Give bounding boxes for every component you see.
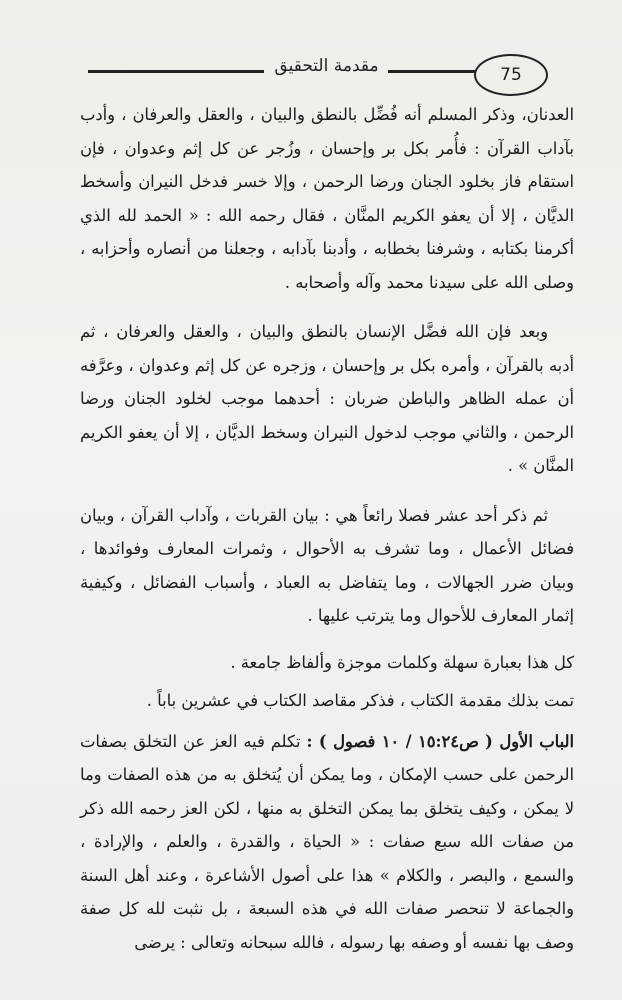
paragraph-3: ثم ذكر أحد عشر فصلا رائعاً هي : بيان القربات ، وآداب القرآن ، وبيان فضائل الأعمال ، وما تشرف به الأحوال ، وثمرات المعارف وفوائدها ، وبيان ضرر الجهالات ، وما يتفاضل به العباد ، وأسباب الفضائل ، وكيفية إثمار المعارف للأحوال وما يترتب عليها .	[80, 505, 574, 625]
running-title: مقدمة التحقيق	[274, 56, 379, 76]
page-number: 75	[474, 54, 548, 96]
paragraph-5: تمت بذلك مقدمة الكتاب ، فذكر مقاصد الكتاب في عشرين باباً .	[146, 690, 574, 710]
header-rule-left	[88, 70, 264, 73]
page-body	[80, 98, 574, 975]
chapter-heading: الباب الأول ( ص١٥:٢٤ / ١٠ فصول ) :	[306, 731, 574, 751]
chapter-text: تكلم فيه العز عن التخلق بصفات الرحمن على حسب الإمكان ، وما يمكن أن يُتخلق به من هذه الصفات وما لا يمكن ، وكيف يتخلق بما يمكن التخلق به منها ، لكن العز رحمه الله ذكر من صفات الله سبع صفات : « الحياة ، والقدرة ، والعلم ، والإرادة ، والسمع ، والبصر ، والكلام » هذا على أصول الأشاعرة ، وعند أهل السنة والجماعة لا تنحصر صفات الله في هذه السبعة ، بل نثبت لله كل صفة وصف بها نفسه أو وصفه بها رسوله ، فالله سبحانه وتعالى : يرضى	[80, 731, 574, 952]
paragraph-4: كل هذا بعبارة سهلة وكلمات موجزة وألفاظ جامعة .	[230, 652, 574, 672]
paragraph-1: العدنان، وذكر المسلم أنه فُضِّل بالنطق والبيان ، والعقل والعرفان ، وأدب بآداب القرآن : فأُمر بكل بر وإحسان ، وزُجر عن كل إثم وعدوان ، فإن استقام فاز بخلود الجنان ورضا الرحمن ، وإلا خسر فدخل النيران وأسخط الديَّان ، إلا أن يعفو الكريم المنَّان ، فقال رحمه الله : « الحمد لله الذي أكرمنا بكتابه ، وشرفنا بخطابه ، وأدبنا بآدابه ، وجعلنا من أنصاره وأحزابه ، وصلى الله على سيدنا محمد وآله وأصحابه .	[80, 105, 574, 292]
chapter-one-paragraph	[80, 725, 574, 960]
running-header	[88, 44, 570, 100]
paragraph-2: وبعد فإن الله فضَّل الإنسان بالنطق والبيان ، والعقل والعرفان ، ثم أدبه بالقرآن ، وأمره بكل بر وإحسان ، وزجره عن كل إثم وعدوان ، وعرَّفه أن عمله الظاهر والباطن ضربان : أحدهما موجب لخلود الجنان ورضا الرحمن ، والثاني موجب لدخول النيران وسخط الديَّان ، إلا أن يعفو الكريم المنَّان » .	[80, 322, 574, 475]
